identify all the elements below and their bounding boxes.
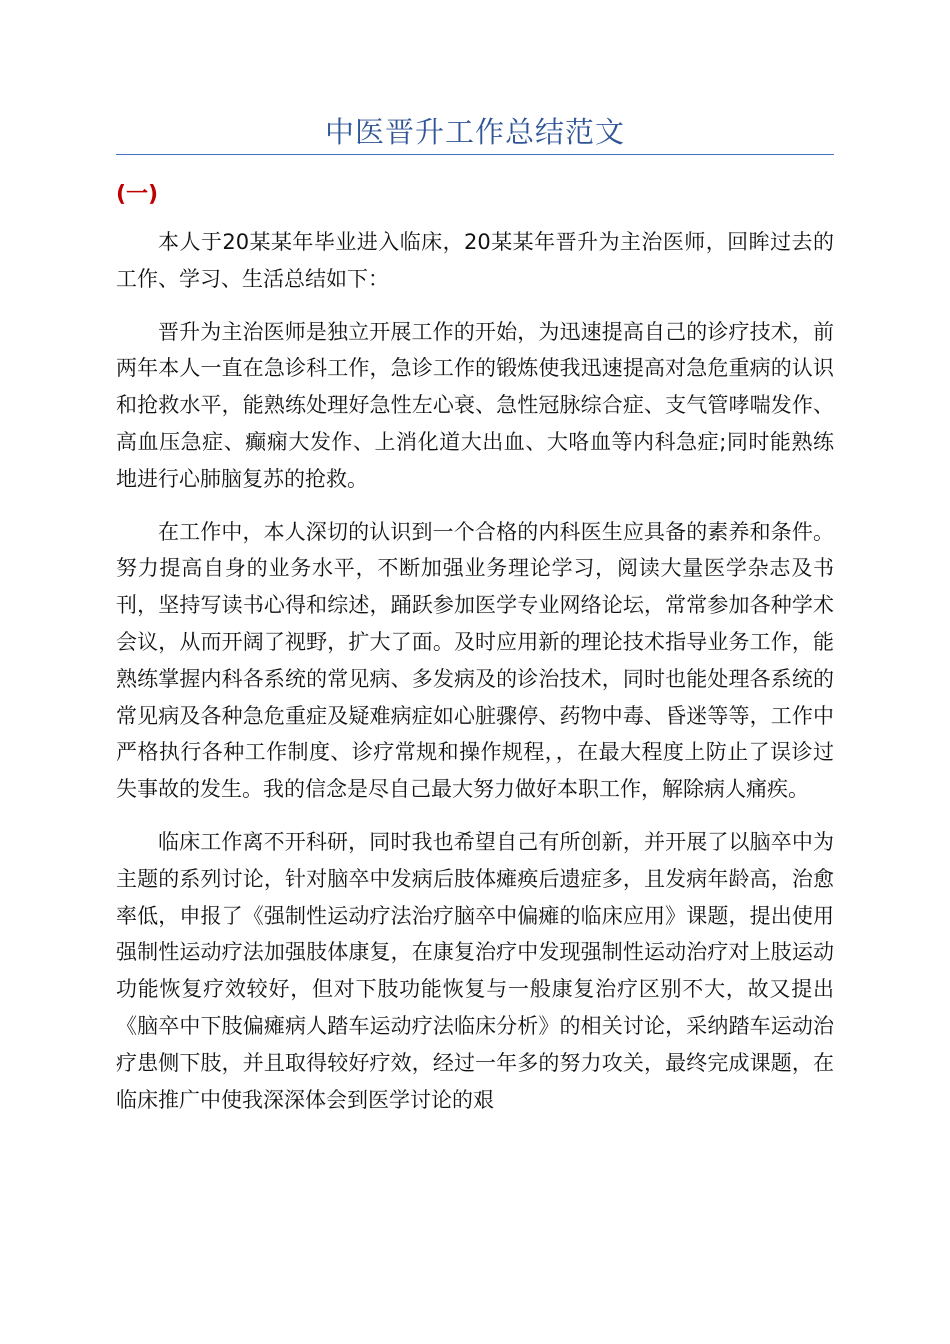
paragraph-2: 晋升为主治医师是独立开展工作的开始，为迅速提高自己的诊疗技术，前两年本人一直在急诊科工作，急诊工作的锻炼使我迅速提高对急危重病的认识和抢救水平，能熟练处理好急性左心衰、急性冠脉综合症、支气管哮喘发作、高血压急症、癫痫大发作、上消化道大出血、大咯血等内科急症;同时能熟练地进行心肺脑复苏的抢救。 (116, 319, 834, 491)
section-heading: (一) (116, 182, 159, 207)
paragraph-3: 在工作中，本人深切的认识到一个合格的内科医生应具备的素养和条件。努力提高自身的业务水平，不断加强业务理论学习，阅读大量医学杂志及书刊，坚持写读书心得和综述，踊跃参加医学专业网络论坛，常常参加各种学术会议，从而开阔了视野，扩大了面。及时应用新的理论技术指导业务工作，能熟练掌握内科各系统的常见病、多发病及的诊治技术，同时也能处理各系统的常见病及各种急危重症及疑难病症如心脏骤停、药物中毒、昏迷等等，工作中严格执行各种工作制度、诊疗常规和操作规程，，在最大程度上防止了误诊过失事故的发生。我的信念是尽自己最大努力做好本职工作，解除病人痛疾。 (116, 519, 834, 802)
paragraph-4: 临床工作离不开科研，同时我也希望自己有所创新，并开展了以脑卒中为主题的系列讨论，针对脑卒中发病后肢体瘫痪后遗症多，且发病年龄高，治愈率低，申报了《强制性运动疗法治疗脑卒中偏瘫的临床应用》课题，提出使用强制性运动疗法加强肢体康复，在康复治疗中发现强制性运动治疗对上肢运动功能恢复疗效较好，但对下肢功能恢复与一般康复治疗区别不大，故又提出《脑卒中下肢偏瘫病人踏车运动疗法临床分析》的相关讨论，采纳踏车运动治疗患侧下肢，并且取得较好疗效，经过一年多的努力攻关，最终完成课题，在临床推广中使我深深体会到医学讨论的艰 (116, 829, 834, 1112)
document-body (116, 224, 834, 1134)
paragraph-1: 本人于20某某年毕业进入临床，20某某年晋升为主治医师，回眸过去的工作、学习、生活总结如下： (116, 230, 834, 291)
title-divider (116, 154, 834, 155)
page-title: 中医晋升工作总结范文 (324, 115, 625, 149)
